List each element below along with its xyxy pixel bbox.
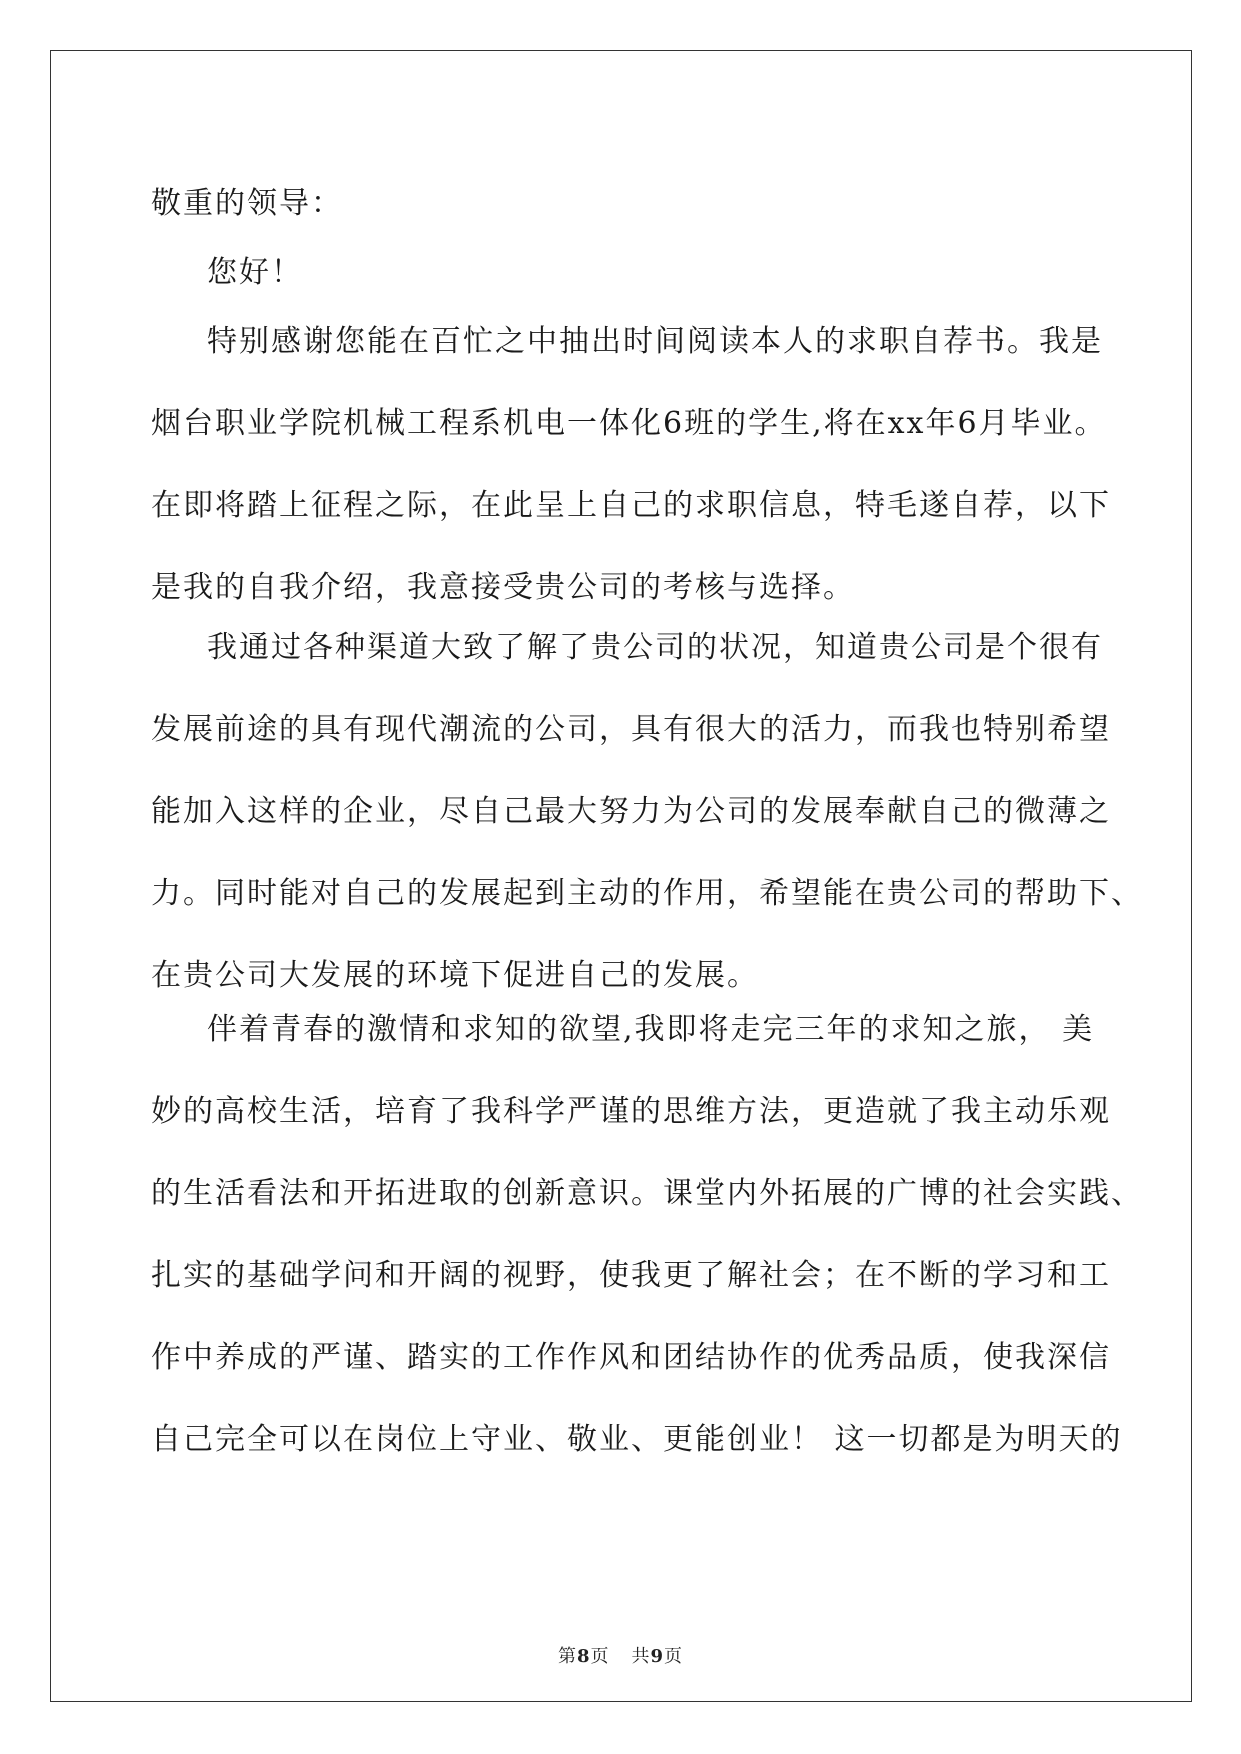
paragraph-line: 我通过各种渠道大致了解了贵公司的状况，知道贵公司是个很有 [207,630,1103,665]
page-suffix: 页 [590,1646,610,1667]
paragraph-1 [151,301,1111,629]
paragraph-line: 伴着青春的激情和求知的欲望,我即将走完三年的求知之旅， 美 [207,1012,1095,1047]
paragraph-line: 烟台职业学院机械工程系机电一体化6班的学生,将在xx年6月毕业。 [151,406,1107,441]
page-prefix: 第 [557,1646,577,1667]
paragraph-line: 是我的自我介绍，我意接受贵公司的考核与选择。 [151,570,855,605]
paragraph-line: 在贵公司大发展的环境下促进自己的发展。 [151,958,759,993]
paragraph-line: 自己完全可以在岗位上守业、敬业、更能创业！ 这一切都是为明天的 [151,1422,1123,1457]
paragraph-line: 在即将踏上征程之际，在此呈上自己的求职信息，特毛遂自荐，以下 [151,488,1111,523]
page-total: 9 [650,1646,665,1667]
paragraph-line: 发展前途的具有现代潮流的公司，具有很大的活力，而我也特别希望 [151,712,1111,747]
paragraph-line: 作中养成的严谨、踏实的工作作风和团结协作的优秀品质，使我深信 [151,1340,1111,1375]
paragraph-line: 妙的高校生活，培育了我科学严谨的思维方法，更造就了我主动乐观 [151,1094,1111,1129]
paragraph-line: 的生活看法和开拓进取的创新意识。课堂内外拓展的广博的社会实践、 [151,1176,1143,1211]
salutation-line: 敬重的领导： [151,186,343,221]
page-current: 8 [576,1646,591,1667]
paragraph-line: 力。同时能对自己的发展起到主动的作用，希望能在贵公司的帮助下、 [151,876,1143,911]
paragraph-3 [151,989,1143,1481]
paragraph-line: 能加入这样的企业，尽自己最大努力为公司的发展奉献自己的微薄之 [151,794,1111,829]
greeting-line: 您好！ [207,255,303,290]
page-footer [0,1642,1241,1668]
paragraph-line: 特别感谢您能在百忙之中抽出时间阅读本人的求职自荐书。我是 [207,324,1103,359]
total-suffix: 页 [664,1646,684,1667]
total-prefix: 共 [631,1646,651,1667]
paragraph-line: 扎实的基础学问和开阔的视野，使我更了解社会；在不断的学习和工 [151,1258,1111,1293]
paragraph-2 [151,607,1143,1017]
